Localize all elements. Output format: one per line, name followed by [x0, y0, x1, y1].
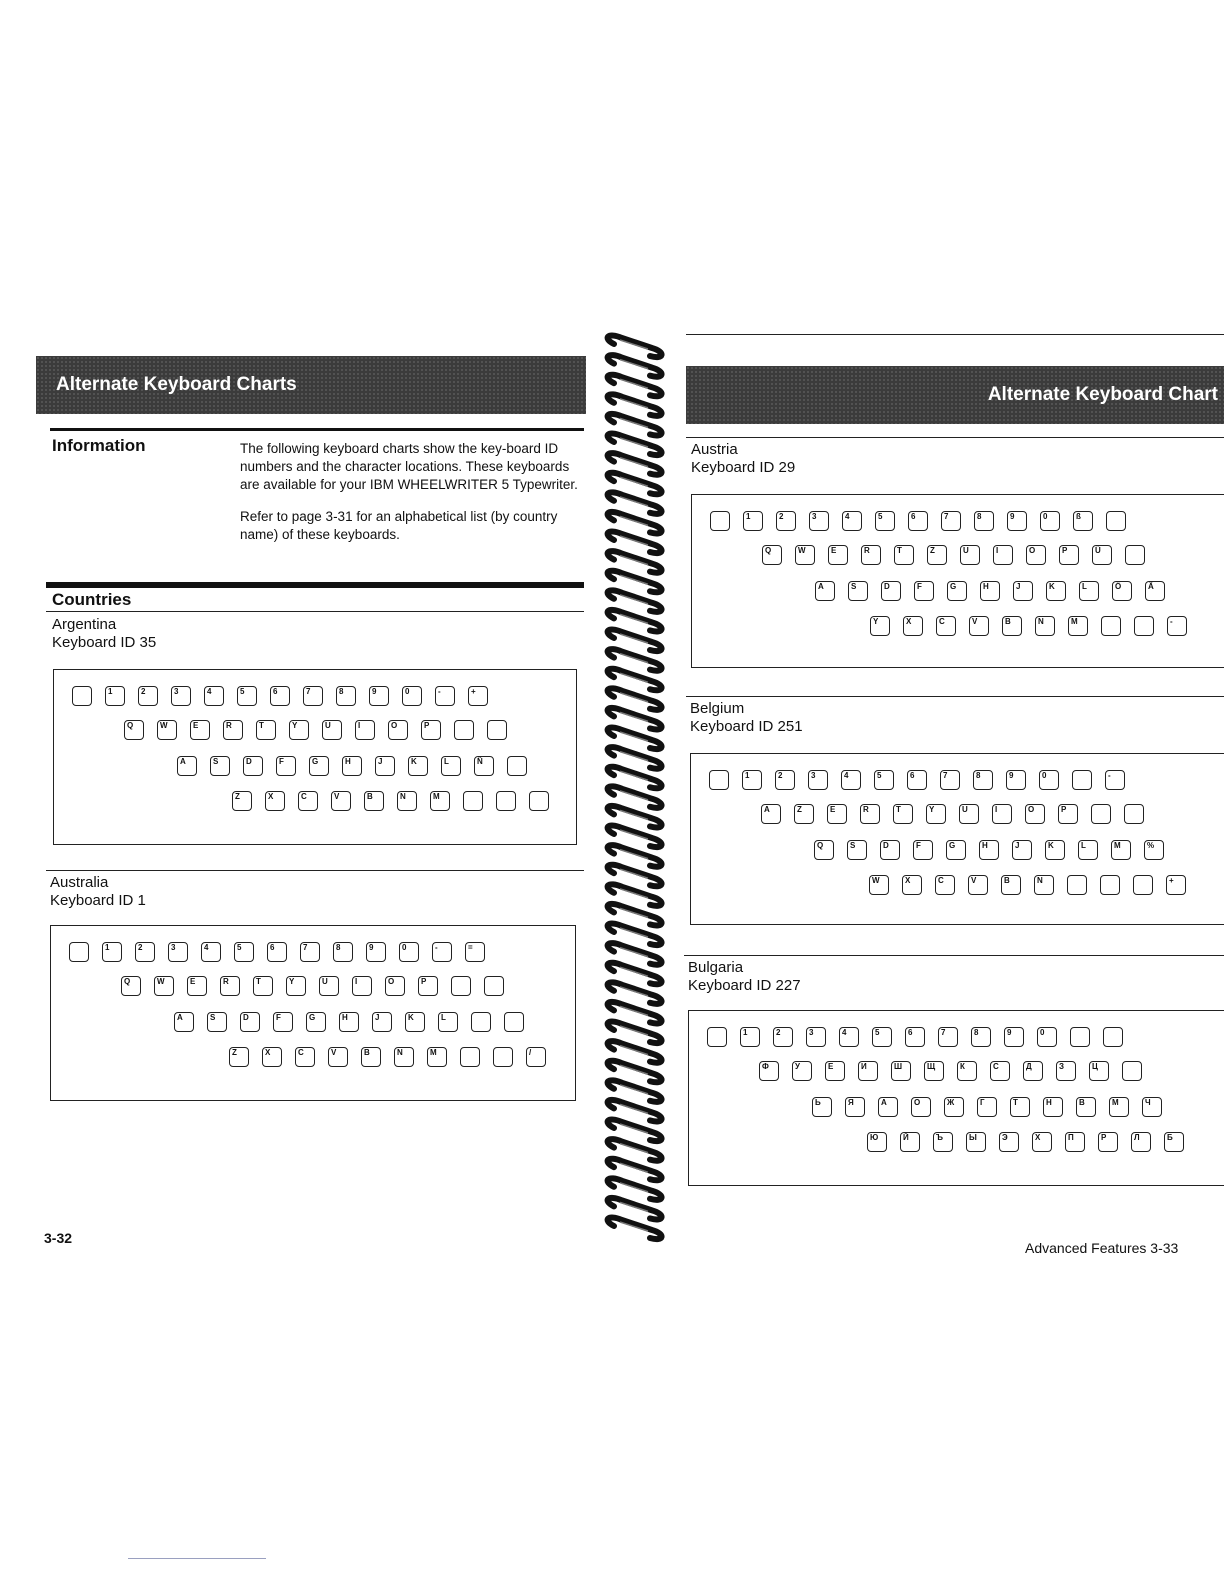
- key: K: [1045, 840, 1065, 860]
- key: 2: [135, 942, 155, 962]
- key: 1: [743, 511, 763, 531]
- key: Х: [1032, 1132, 1052, 1152]
- country-label-austria: [691, 441, 795, 477]
- key: S: [210, 756, 230, 776]
- key: Q: [762, 545, 782, 565]
- keyboard-id: Keyboard ID 35: [52, 634, 157, 651]
- key: Ы: [966, 1132, 986, 1152]
- key: 6: [907, 770, 927, 790]
- country-name: Belgium: [690, 700, 745, 717]
- key: R: [223, 720, 243, 740]
- key: T: [253, 976, 273, 996]
- key: [1133, 875, 1153, 895]
- key: 1: [105, 686, 125, 706]
- countries-underline: [46, 611, 584, 612]
- key: 6: [905, 1027, 925, 1047]
- countries-heading: Countries: [52, 590, 132, 609]
- key: 0: [1040, 511, 1060, 531]
- key: [451, 976, 471, 996]
- key: 6: [267, 942, 287, 962]
- key: B: [1001, 875, 1021, 895]
- key: Ъ: [933, 1132, 953, 1152]
- key: [496, 791, 516, 811]
- key-row: [867, 1132, 1197, 1152]
- key-row: [814, 840, 1177, 860]
- key: 8: [973, 770, 993, 790]
- key: E: [187, 976, 207, 996]
- key: 8: [336, 686, 356, 706]
- key-row: [869, 875, 1199, 895]
- key: E: [190, 720, 210, 740]
- key: Р: [1098, 1132, 1118, 1152]
- key: V: [328, 1047, 348, 1067]
- country-label-australia: [50, 874, 146, 910]
- key: [709, 770, 729, 790]
- key: A: [177, 756, 197, 776]
- key: J: [372, 1012, 392, 1032]
- key: C: [935, 875, 955, 895]
- key: F: [914, 581, 934, 601]
- key: Ж: [944, 1097, 964, 1117]
- key-row: [124, 720, 520, 740]
- key: 7: [940, 770, 960, 790]
- country-label-belgium: [690, 700, 803, 736]
- key: %: [1144, 840, 1164, 860]
- key: Y: [289, 720, 309, 740]
- key: E: [827, 804, 847, 824]
- key: M: [430, 791, 450, 811]
- key: 5: [874, 770, 894, 790]
- key: +: [468, 686, 488, 706]
- key: У: [792, 1061, 812, 1081]
- key: U: [319, 976, 339, 996]
- key: Z: [794, 804, 814, 824]
- key: И: [858, 1061, 878, 1081]
- key: Ф: [759, 1061, 779, 1081]
- key: М: [1109, 1097, 1129, 1117]
- key: Ш: [891, 1061, 911, 1081]
- key: V: [968, 875, 988, 895]
- key: U: [959, 804, 979, 824]
- key: W: [157, 720, 177, 740]
- key-row: [72, 686, 501, 706]
- key: P: [421, 720, 441, 740]
- key: D: [881, 581, 901, 601]
- key: [1103, 1027, 1123, 1047]
- keyboard-chart-australia: [50, 925, 576, 1101]
- key: 0: [1039, 770, 1059, 790]
- key: 7: [941, 511, 961, 531]
- key-row: [707, 1027, 1136, 1047]
- key: W: [154, 976, 174, 996]
- key: -: [1105, 770, 1125, 790]
- key: F: [913, 840, 933, 860]
- keyboard-chart-bulgaria: [688, 1010, 1224, 1186]
- key: Ч: [1142, 1097, 1162, 1117]
- key: 3: [808, 770, 828, 790]
- key: 6: [270, 686, 290, 706]
- key: L: [1078, 840, 1098, 860]
- country-name: Australia: [50, 874, 109, 891]
- key-row: [177, 756, 540, 776]
- information-paragraph-1: The following keyboard charts show the key-board ID numbers and the character locations. These keyboards are available for your IBM WHEELWRITER 5 Typewriter.: [240, 441, 578, 492]
- bottom-hyperlink-line: [128, 1558, 266, 1559]
- key: [507, 756, 527, 776]
- key: 9: [369, 686, 389, 706]
- key: J: [375, 756, 395, 776]
- key: 0: [399, 942, 419, 962]
- key: Й: [900, 1132, 920, 1152]
- key: Z: [232, 791, 252, 811]
- key: 2: [773, 1027, 793, 1047]
- australia-separator: [46, 870, 584, 871]
- key: F: [273, 1012, 293, 1032]
- key: С: [990, 1061, 1010, 1081]
- key: P: [1059, 545, 1079, 565]
- key: -: [432, 942, 452, 962]
- key: T: [256, 720, 276, 740]
- key: Ь: [812, 1097, 832, 1117]
- key: C: [936, 616, 956, 636]
- key-row: [815, 581, 1178, 601]
- key: =: [465, 942, 485, 962]
- key: T: [893, 804, 913, 824]
- key: 5: [875, 511, 895, 531]
- keyboard-chart-austria: [691, 494, 1224, 668]
- key: 8: [333, 942, 353, 962]
- key: 8: [971, 1027, 991, 1047]
- key: A: [174, 1012, 194, 1032]
- key: G: [946, 840, 966, 860]
- key: [1070, 1027, 1090, 1047]
- key: N: [394, 1047, 414, 1067]
- keyboard-id: Keyboard ID 1: [50, 892, 146, 909]
- key: Д: [1023, 1061, 1043, 1081]
- key-row: [709, 770, 1138, 790]
- key: [463, 791, 483, 811]
- key: Ä: [1145, 581, 1165, 601]
- right-banner: [686, 366, 1224, 424]
- key: Y: [286, 976, 306, 996]
- key: D: [243, 756, 263, 776]
- key: O: [1025, 804, 1045, 824]
- key: Т: [1010, 1097, 1030, 1117]
- key: З: [1056, 1061, 1076, 1081]
- key: Ц: [1089, 1061, 1109, 1081]
- key: 3: [168, 942, 188, 962]
- key: Ñ: [474, 756, 494, 776]
- key: J: [1013, 581, 1033, 601]
- key: K: [405, 1012, 425, 1032]
- country-label-bulgaria: [688, 959, 801, 995]
- key: 9: [366, 942, 386, 962]
- belgium-separator: [686, 696, 1224, 697]
- key: А: [878, 1097, 898, 1117]
- key: -: [435, 686, 455, 706]
- key: M: [1111, 840, 1131, 860]
- key: Г: [977, 1097, 997, 1117]
- key: O: [385, 976, 405, 996]
- keyboard-id: Keyboard ID 29: [691, 459, 796, 476]
- key: Щ: [924, 1061, 944, 1081]
- key: H: [342, 756, 362, 776]
- key: A: [815, 581, 835, 601]
- key: Э: [999, 1132, 1019, 1152]
- country-name: Bulgaria: [688, 959, 744, 976]
- keyboard-chart-belgium: [690, 753, 1224, 925]
- key: 1: [742, 770, 762, 790]
- key: O: [1026, 545, 1046, 565]
- key: 2: [775, 770, 795, 790]
- key: Y: [926, 804, 946, 824]
- key: 5: [234, 942, 254, 962]
- key: 5: [237, 686, 257, 706]
- key: Y: [870, 616, 890, 636]
- key: U: [960, 545, 980, 565]
- keyboard-id: Keyboard ID 251: [690, 718, 803, 735]
- key: G: [306, 1012, 326, 1032]
- key: S: [847, 840, 867, 860]
- key: U: [322, 720, 342, 740]
- key: R: [220, 976, 240, 996]
- key: К: [957, 1061, 977, 1081]
- key: Ü: [1092, 545, 1112, 565]
- key: [1124, 804, 1144, 824]
- key: Ö: [1112, 581, 1132, 601]
- key: 4: [839, 1027, 859, 1047]
- key: J: [1012, 840, 1032, 860]
- key: X: [903, 616, 923, 636]
- key: [1106, 511, 1126, 531]
- keyboard-chart-argentina: [53, 669, 577, 845]
- key: +: [1166, 875, 1186, 895]
- key: P: [1058, 804, 1078, 824]
- key: Z: [229, 1047, 249, 1067]
- key: V: [331, 791, 351, 811]
- key: 7: [300, 942, 320, 962]
- key: C: [295, 1047, 315, 1067]
- right-page-footer: Advanced Features 3-33: [1025, 1240, 1179, 1256]
- key: B: [364, 791, 384, 811]
- key: L: [441, 756, 461, 776]
- key: K: [1046, 581, 1066, 601]
- key: M: [1068, 616, 1088, 636]
- key: Я: [845, 1097, 865, 1117]
- key: П: [1065, 1132, 1085, 1152]
- key: ß: [1073, 511, 1093, 531]
- key: [1072, 770, 1092, 790]
- key: [707, 1027, 727, 1047]
- key: -: [1167, 616, 1187, 636]
- key: Q: [124, 720, 144, 740]
- key: N: [397, 791, 417, 811]
- key: Q: [121, 976, 141, 996]
- key: P: [418, 976, 438, 996]
- key-row: [174, 1012, 537, 1032]
- key: D: [880, 840, 900, 860]
- key: H: [979, 840, 999, 860]
- key: I: [992, 804, 1012, 824]
- key: F: [276, 756, 296, 776]
- key: Ю: [867, 1132, 887, 1152]
- key: [504, 1012, 524, 1032]
- key-row: [229, 1047, 559, 1067]
- key: [484, 976, 504, 996]
- key: K: [408, 756, 428, 776]
- keyboard-id: Keyboard ID 227: [688, 977, 801, 994]
- key: 7: [303, 686, 323, 706]
- key: Б: [1164, 1132, 1184, 1152]
- key: 0: [402, 686, 422, 706]
- key: 3: [171, 686, 191, 706]
- key-row: [121, 976, 517, 996]
- key-row: [870, 616, 1200, 636]
- information-paragraph-2: Refer to page 3-31 for an alphabetical list (by country name) of these keyboards.: [240, 509, 558, 542]
- key: S: [848, 581, 868, 601]
- key: W: [795, 545, 815, 565]
- key: [1100, 875, 1120, 895]
- key: X: [262, 1047, 282, 1067]
- key: E: [828, 545, 848, 565]
- key: H: [980, 581, 1000, 601]
- key: О: [911, 1097, 931, 1117]
- key: L: [438, 1012, 458, 1032]
- key-row: [69, 942, 498, 962]
- right-banner-title: Alternate Keyboard Chart: [987, 384, 1218, 405]
- key: N: [1034, 875, 1054, 895]
- key: B: [1002, 616, 1022, 636]
- key: N: [1035, 616, 1055, 636]
- key: X: [265, 791, 285, 811]
- key: M: [427, 1047, 447, 1067]
- key: 9: [1007, 511, 1027, 531]
- key-row: [761, 804, 1157, 824]
- key: [1101, 616, 1121, 636]
- key: I: [993, 545, 1013, 565]
- key: X: [902, 875, 922, 895]
- key-row: [232, 791, 562, 811]
- key: Е: [825, 1061, 845, 1081]
- bulgaria-separator: [684, 955, 1224, 956]
- key: G: [947, 581, 967, 601]
- key: T: [894, 545, 914, 565]
- key: 3: [809, 511, 829, 531]
- key: [69, 942, 89, 962]
- information-heading: Information: [52, 436, 146, 455]
- key: 6: [908, 511, 928, 531]
- information-body: [240, 440, 580, 558]
- key: A: [761, 804, 781, 824]
- key: C: [298, 791, 318, 811]
- key: R: [860, 804, 880, 824]
- key: G: [309, 756, 329, 776]
- key: 4: [842, 511, 862, 531]
- key: S: [207, 1012, 227, 1032]
- key: 9: [1006, 770, 1026, 790]
- key: [72, 686, 92, 706]
- country-name: Austria: [691, 441, 738, 458]
- key: [471, 1012, 491, 1032]
- key: [493, 1047, 513, 1067]
- right-top-rule: [686, 334, 1224, 335]
- key: [1125, 545, 1145, 565]
- information-rule: [50, 428, 584, 431]
- key: 2: [776, 511, 796, 531]
- key: Z: [927, 545, 947, 565]
- key: 4: [204, 686, 224, 706]
- left-banner: [36, 356, 586, 414]
- key: [454, 720, 474, 740]
- spiral-binding: [600, 330, 670, 1250]
- key: L: [1079, 581, 1099, 601]
- key: /: [526, 1047, 546, 1067]
- key: 1: [102, 942, 122, 962]
- key: [487, 720, 507, 740]
- key: 2: [138, 686, 158, 706]
- key-row: [762, 545, 1158, 565]
- left-banner-title: Alternate Keyboard Charts: [56, 374, 297, 395]
- key: [1091, 804, 1111, 824]
- key: R: [861, 545, 881, 565]
- key-row: [710, 511, 1139, 531]
- key: [460, 1047, 480, 1067]
- left-page-number: 3-32: [44, 1230, 73, 1246]
- key: 1: [740, 1027, 760, 1047]
- key: 4: [841, 770, 861, 790]
- key: 8: [974, 511, 994, 531]
- key: H: [339, 1012, 359, 1032]
- key: [710, 511, 730, 531]
- key: [1122, 1061, 1142, 1081]
- key: D: [240, 1012, 260, 1032]
- key: Q: [814, 840, 834, 860]
- key: [1067, 875, 1087, 895]
- key-row: [759, 1061, 1155, 1081]
- key: W: [869, 875, 889, 895]
- country-label-argentina: [52, 616, 156, 652]
- key: [1134, 616, 1154, 636]
- key: 3: [806, 1027, 826, 1047]
- key: 9: [1004, 1027, 1024, 1047]
- key: 5: [872, 1027, 892, 1047]
- key-row: [812, 1097, 1175, 1117]
- key: B: [361, 1047, 381, 1067]
- key: 4: [201, 942, 221, 962]
- country-name: Argentina: [52, 616, 117, 633]
- austria-separator: [686, 437, 1224, 438]
- key: В: [1076, 1097, 1096, 1117]
- countries-rule: [46, 582, 584, 588]
- key: [529, 791, 549, 811]
- key: Л: [1131, 1132, 1151, 1152]
- key: 0: [1037, 1027, 1057, 1047]
- key: V: [969, 616, 989, 636]
- key: 7: [938, 1027, 958, 1047]
- key: Н: [1043, 1097, 1063, 1117]
- key: I: [352, 976, 372, 996]
- key: I: [355, 720, 375, 740]
- key: O: [388, 720, 408, 740]
